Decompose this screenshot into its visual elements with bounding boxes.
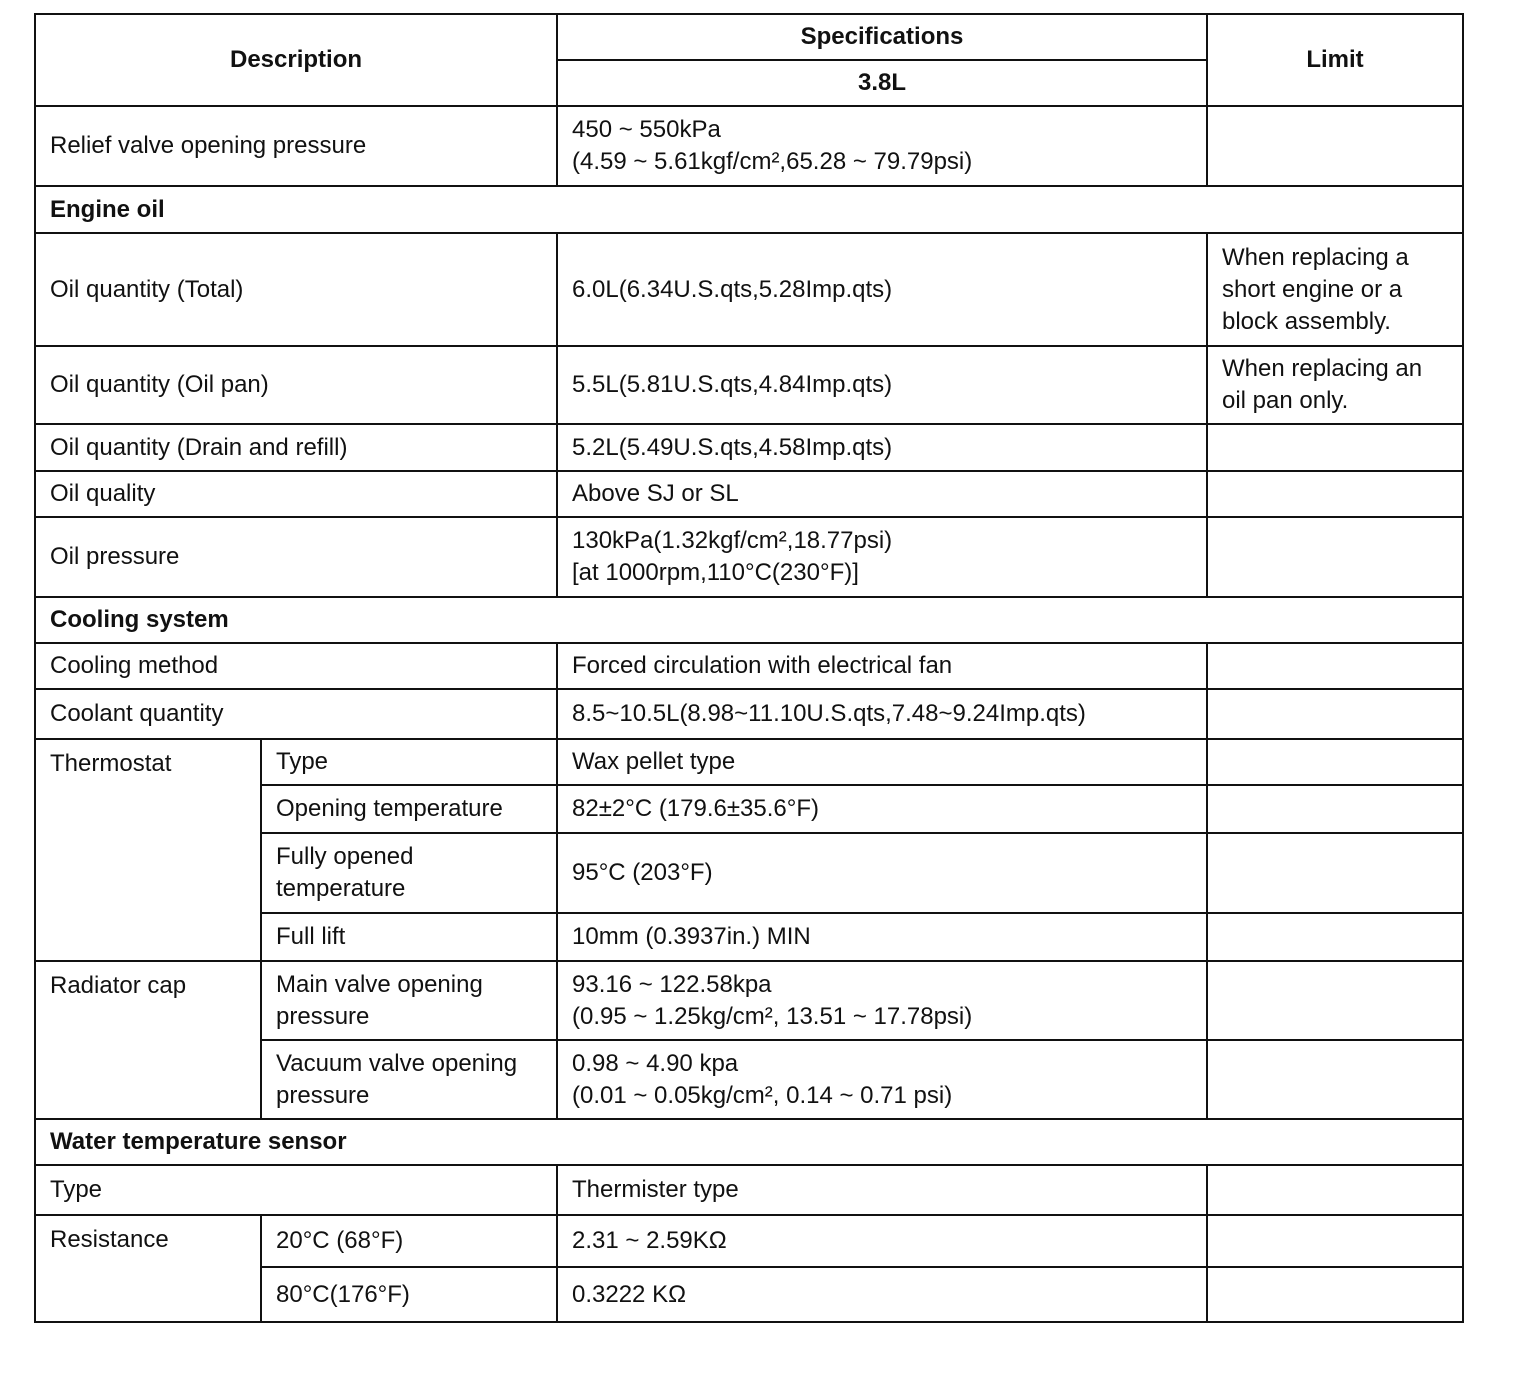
row-limit: [1207, 1040, 1463, 1119]
section-row: [35, 186, 1463, 233]
table-row: [35, 424, 1463, 471]
row-spec: 95°C (203°F): [557, 833, 1207, 913]
row-limit: [1207, 517, 1463, 597]
specification-table: [34, 13, 1464, 1323]
table-row: [35, 961, 1463, 1040]
row-limit: [1207, 1267, 1463, 1322]
label-line: Fully opened: [276, 843, 414, 870]
table-row: [35, 233, 1463, 346]
group-label: Radiator cap: [35, 961, 261, 1119]
label-line: Main valve opening: [276, 970, 483, 998]
spec-line: 93.16 ~ 122.58kpa: [572, 970, 772, 998]
sub-label: [261, 1040, 557, 1119]
table-row: [35, 471, 1463, 517]
label-line: temperature: [276, 875, 406, 902]
row-limit: [1207, 1165, 1463, 1215]
row-spec: 2.31 ~ 2.59KΩ: [557, 1215, 1207, 1267]
spec-line: (0.95 ~ 1.25kg/cm², 13.51 ~ 17.78psi): [572, 1002, 973, 1030]
row-spec: Thermister type: [557, 1165, 1207, 1215]
row-description: Relief valve opening pressure: [35, 106, 557, 186]
sub-label: 80°C(176°F): [261, 1267, 557, 1322]
spec-line: [at 1000rpm,110°C(230°F)]: [572, 559, 859, 586]
spec-line: 450 ~ 550kPa: [572, 116, 721, 143]
row-limit: [1207, 106, 1463, 186]
row-spec: [557, 517, 1207, 597]
section-title: Water temperature sensor: [35, 1119, 1463, 1165]
spec-line: (0.01 ~ 0.05kg/cm², 0.14 ~ 0.71 psi): [572, 1081, 953, 1109]
limit-line: short engine or a: [1222, 275, 1403, 303]
sub-label: [261, 833, 557, 913]
limit-line: oil pan only.: [1222, 387, 1349, 414]
spec-line: (4.59 ~ 5.61kgf/cm²,65.28 ~ 79.79psi): [572, 148, 973, 175]
row-limit: [1207, 1215, 1463, 1267]
row-limit: [1207, 471, 1463, 517]
sub-label: [261, 961, 557, 1040]
row-limit: [1207, 233, 1463, 346]
row-limit: [1207, 913, 1463, 961]
description-header: Description: [35, 14, 557, 106]
row-limit: [1207, 346, 1463, 424]
row-spec: [557, 961, 1207, 1040]
table-row: [35, 643, 1463, 689]
section-row: [35, 1119, 1463, 1165]
row-limit: [1207, 643, 1463, 689]
row-limit: [1207, 689, 1463, 739]
label-line: pressure: [276, 1002, 370, 1030]
specifications-header: Specifications: [557, 14, 1207, 60]
row-spec: Forced circulation with electrical fan: [557, 643, 1207, 689]
table-row: [35, 739, 1463, 785]
row-description: Cooling method: [35, 643, 557, 689]
row-spec: 6.0L(6.34U.S.qts,5.28Imp.qts): [557, 233, 1207, 346]
label-line: Vacuum valve opening: [276, 1049, 518, 1077]
row-description: Oil pressure: [35, 517, 557, 597]
row-description: Oil quality: [35, 471, 557, 517]
engine-header: 3.8L: [557, 60, 1207, 106]
row-description: Oil quantity (Drain and refill): [35, 424, 557, 471]
sub-label: Type: [261, 739, 557, 785]
row-spec: Wax pellet type: [557, 739, 1207, 785]
row-limit: [1207, 833, 1463, 913]
row-spec: 8.5~10.5L(8.98~11.10U.S.qts,7.48~9.24Imp.qts): [557, 689, 1207, 739]
table-row: [35, 346, 1463, 424]
limit-line: When replacing an: [1222, 355, 1423, 382]
row-limit: [1207, 424, 1463, 471]
row-spec: [557, 1040, 1207, 1119]
row-spec: [557, 106, 1207, 186]
section-title: Cooling system: [35, 597, 1463, 643]
row-description: Type: [35, 1165, 557, 1215]
row-limit: [1207, 785, 1463, 833]
sub-label: Opening temperature: [261, 785, 557, 833]
limit-header: Limit: [1207, 14, 1463, 106]
section-title: Engine oil: [35, 186, 1463, 233]
row-spec: 82±2°C (179.6±35.6°F): [557, 785, 1207, 833]
table-row: [35, 517, 1463, 597]
row-spec: 5.2L(5.49U.S.qts,4.58Imp.qts): [557, 424, 1207, 471]
table-row: [35, 1215, 1463, 1267]
section-row: [35, 597, 1463, 643]
sub-label: 20°C (68°F): [261, 1215, 557, 1267]
sub-label: Full lift: [261, 913, 557, 961]
row-spec: 0.3222 KΩ: [557, 1267, 1207, 1322]
header-row: [35, 14, 1463, 60]
table-row: [35, 1165, 1463, 1215]
row-spec: 5.5L(5.81U.S.qts,4.84Imp.qts): [557, 346, 1207, 424]
spec-line: 0.98 ~ 4.90 kpa: [572, 1049, 739, 1077]
label-line: pressure: [276, 1081, 370, 1109]
row-description: Oil quantity (Total): [35, 233, 557, 346]
row-limit: [1207, 961, 1463, 1040]
row-spec: 10mm (0.3937in.) MIN: [557, 913, 1207, 961]
limit-line: When replacing a: [1222, 243, 1409, 271]
limit-line: block assembly.: [1222, 307, 1391, 335]
row-description: Oil quantity (Oil pan): [35, 346, 557, 424]
group-label: Thermostat: [35, 739, 261, 961]
table-row: [35, 689, 1463, 739]
spec-line: 130kPa(1.32kgf/cm²,18.77psi): [572, 527, 893, 554]
row-limit: [1207, 739, 1463, 785]
row-spec: Above SJ or SL: [557, 471, 1207, 517]
group-label: Resistance: [35, 1215, 261, 1322]
row-description: Coolant quantity: [35, 689, 557, 739]
table-row: [35, 106, 1463, 186]
